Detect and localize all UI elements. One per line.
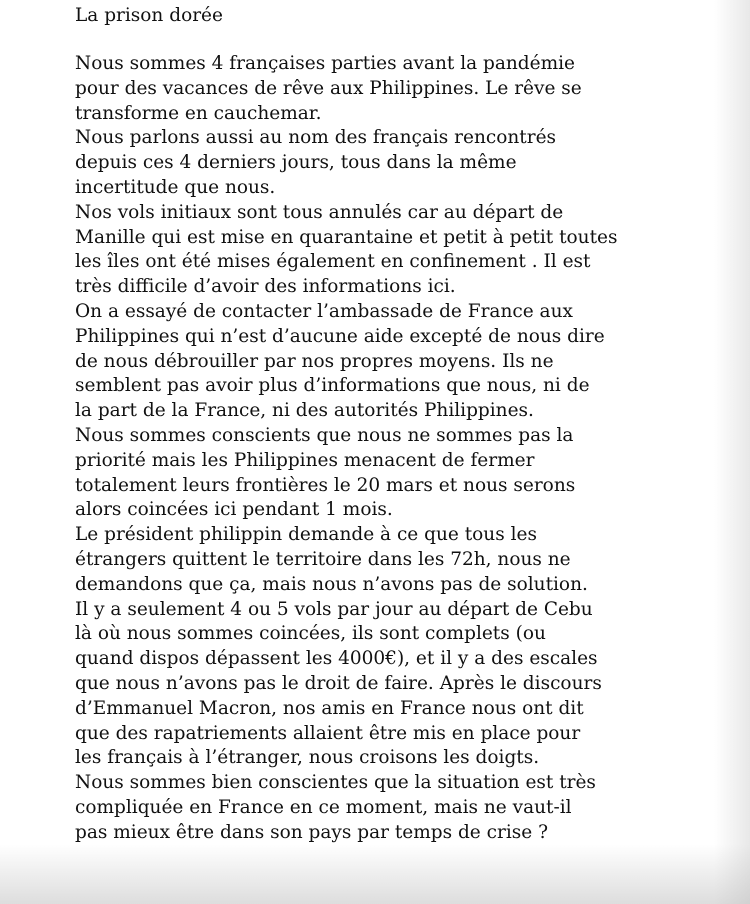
- text-line: semblent pas avoir plus d’informations que nous, ni de: [75, 375, 590, 397]
- document-title: La prison dorée: [75, 5, 223, 26]
- text-line: totalement leurs frontières le 20 mars et nous serons: [75, 474, 576, 496]
- text-line: pour des vacances de rêve aux Philippines. Le rêve se: [75, 77, 582, 99]
- text-line: On a essayé de contacter l’ambassade de France aux: [75, 300, 573, 322]
- text-line: incertitude que nous.: [75, 176, 276, 198]
- text-line: Manille qui est mise en quarantaine et petit à petit toutes: [75, 226, 618, 248]
- text-line: priorité mais les Philippines menacent de fermer: [75, 449, 535, 471]
- text-line: très difficile d’avoir des informations ici.: [75, 276, 456, 298]
- text-line: la part de la France, ni des autorités Philippines.: [75, 400, 534, 422]
- text-line: là où nous sommes coincées, ils sont complets (ou: [75, 623, 546, 645]
- text-line: Nous parlons aussi au nom des français rencontrés: [75, 127, 557, 149]
- text-line: Le président philippin demande à ce que tous les: [75, 524, 537, 546]
- text-line: transforme en cauchemar.: [75, 102, 322, 124]
- text-line: étrangers quittent le territoire dans les 72h, nous ne: [75, 548, 571, 570]
- text-line: les îles ont été mises également en confinement . Il est: [75, 251, 591, 273]
- text-line: que nous n’avons pas le droit de faire. Après le discours: [75, 672, 602, 694]
- page-edge-shadow-right: [714, 0, 750, 904]
- text-line: pas mieux être dans son pays par temps de crise ?: [75, 821, 548, 843]
- text-line: Il y a seulement 4 ou 5 vols par jour au départ de Cebu: [75, 598, 593, 620]
- text-line: de nous débrouiller par nos propres moyens. Ils ne: [75, 350, 554, 372]
- document-body: [75, 4, 715, 846]
- text-line: demandons que ça, mais nous n’avons pas de solution.: [75, 573, 588, 595]
- page-edge-shadow-bottom: [0, 844, 750, 904]
- text-line: depuis ces 4 derniers jours, tous dans la même: [75, 152, 517, 174]
- text-line: les français à l’étranger, nous croisons les doigts.: [75, 747, 540, 769]
- text-line: Nous sommes 4 françaises parties avant la pandémie: [75, 53, 576, 74]
- text-line: compliquée en France en ce moment, mais ne vaut-il: [75, 796, 572, 818]
- text-line: que des rapatriements allaient être mis en place pour: [75, 722, 581, 744]
- text-line: quand dispos dépassent les 4000€), et il y a des escales: [75, 648, 598, 670]
- text-line: Nous sommes bien conscientes que la situation est très: [75, 772, 596, 794]
- text-line: alors coincées ici pendant 1 mois.: [75, 499, 393, 521]
- text-line: Nous sommes conscients que nous ne sommes pas la: [75, 424, 574, 446]
- text-line: Philippines qui n’est d’aucune aide excepté de nous dire: [75, 325, 605, 347]
- text-line: Nos vols initiaux sont tous annulés car au départ de: [75, 201, 564, 223]
- document-text: [75, 52, 715, 846]
- blank-line: [75, 28, 715, 52]
- text-line: d’Emmanuel Macron, nos amis en France nous ont dit: [75, 697, 584, 719]
